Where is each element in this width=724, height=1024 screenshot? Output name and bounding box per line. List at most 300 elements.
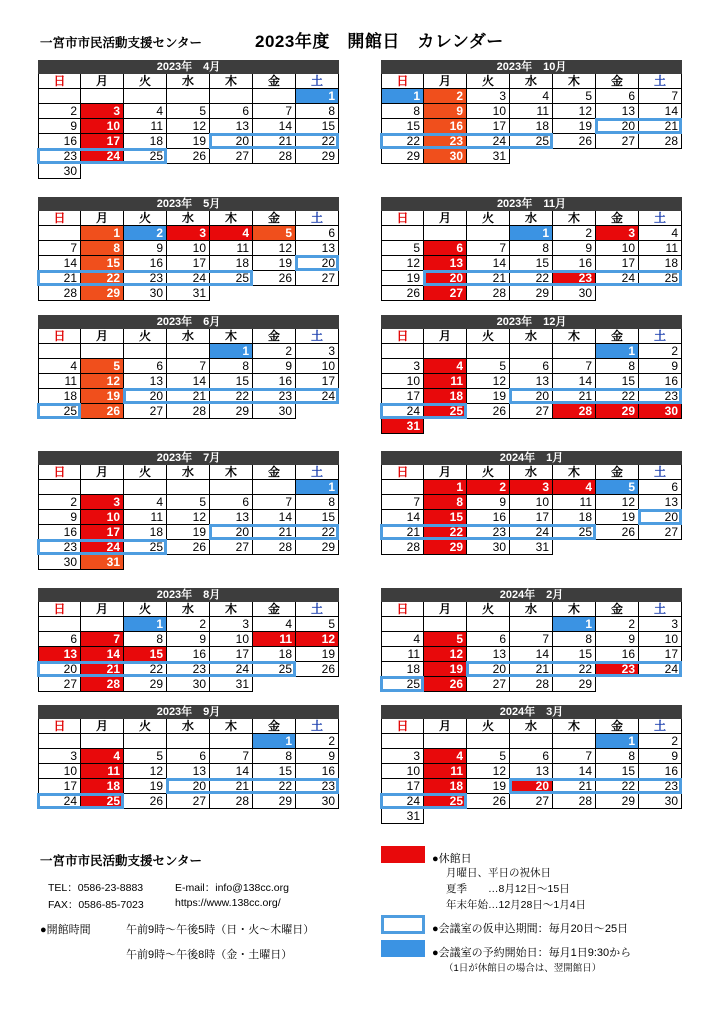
day-cell: 4 (124, 495, 167, 510)
day-cell: 3 (381, 359, 424, 374)
day-cell: 17 (296, 374, 339, 389)
month-title: 2023年 5月 (38, 197, 339, 211)
day-cell: 3 (510, 480, 553, 495)
day-cell: 3 (38, 749, 81, 764)
day-cell: 18 (424, 779, 467, 794)
closed-legend-line2: 夏季 …8月12日～15日 (446, 883, 570, 895)
temp-booking-swatch (381, 915, 425, 934)
day-cell: 24 (467, 134, 510, 149)
weekday-label: 火 (124, 602, 167, 617)
weekday-label: 土 (639, 329, 682, 344)
day-cell: 9 (296, 749, 339, 764)
day-cell: 23 (124, 271, 167, 286)
day-cell: 2 (639, 734, 682, 749)
week-row (38, 256, 339, 271)
week-row (38, 359, 339, 374)
day-cell: 28 (81, 677, 124, 692)
day-cell: 24 (167, 271, 210, 286)
day-cell: 2 (38, 495, 81, 510)
day-cell: 1 (296, 89, 339, 104)
day-cell: 29 (424, 540, 467, 555)
day-cell: 25 (639, 271, 682, 286)
day-cell: 8 (253, 749, 296, 764)
day-cell: 17 (639, 647, 682, 662)
week-row (381, 389, 682, 404)
day-cell: 7 (467, 241, 510, 256)
day-cell: 26 (167, 540, 210, 555)
weekday-label: 木 (210, 719, 253, 734)
day-cell: 8 (381, 104, 424, 119)
day-cell: 22 (253, 779, 296, 794)
month-calendar (38, 588, 339, 692)
week-row (381, 271, 682, 286)
booking-start-legend: ●会議室の予約開始日：毎月1日9:30から (432, 947, 632, 959)
weekday-label: 日 (381, 465, 424, 480)
day-cell: 31 (167, 286, 210, 301)
week-row (38, 89, 339, 104)
day-cell-empty (167, 164, 210, 179)
weekday-label: 火 (467, 329, 510, 344)
day-cell: 5 (381, 241, 424, 256)
day-cell: 17 (510, 510, 553, 525)
day-cell: 7 (553, 359, 596, 374)
day-cell: 20 (510, 389, 553, 404)
day-cell: 14 (253, 119, 296, 134)
day-cell: 18 (210, 256, 253, 271)
weekday-label: 日 (381, 719, 424, 734)
day-cell: 30 (467, 540, 510, 555)
weekday-header-row (381, 211, 682, 226)
week-row (38, 749, 339, 764)
day-cell: 9 (167, 632, 210, 647)
day-cell: 3 (596, 226, 639, 241)
day-cell-empty (467, 344, 510, 359)
url-text: https://www.138cc.org/ (175, 897, 281, 909)
day-cell: 14 (210, 764, 253, 779)
day-cell: 3 (381, 749, 424, 764)
day-cell: 3 (467, 89, 510, 104)
weekday-label: 木 (553, 329, 596, 344)
week-row (38, 779, 339, 794)
day-cell-empty (124, 480, 167, 495)
day-cell: 25 (424, 794, 467, 809)
weekday-label: 日 (38, 602, 81, 617)
day-cell: 27 (510, 794, 553, 809)
day-cell: 4 (381, 632, 424, 647)
day-cell: 11 (124, 119, 167, 134)
day-cell-empty (81, 344, 124, 359)
day-cell: 14 (381, 510, 424, 525)
day-cell-empty (296, 404, 339, 419)
week-row (38, 495, 339, 510)
week-row (38, 389, 339, 404)
day-cell: 19 (553, 119, 596, 134)
week-row (381, 149, 682, 164)
day-cell: 22 (381, 134, 424, 149)
day-cell: 6 (467, 632, 510, 647)
footer-org-name: 一宮市市民活動支援センター (40, 854, 203, 868)
weekday-label: 金 (596, 74, 639, 89)
day-cell: 26 (81, 404, 124, 419)
day-cell: 7 (38, 241, 81, 256)
weekday-label: 水 (510, 74, 553, 89)
day-cell-empty (81, 734, 124, 749)
weekday-label: 水 (510, 211, 553, 226)
day-cell-empty (639, 677, 682, 692)
day-cell-empty (424, 419, 467, 434)
day-cell: 8 (81, 241, 124, 256)
day-cell: 28 (553, 794, 596, 809)
day-cell: 31 (467, 149, 510, 164)
weekday-label: 月 (81, 602, 124, 617)
weekday-label: 日 (381, 329, 424, 344)
day-cell: 2 (553, 226, 596, 241)
day-cell: 6 (639, 480, 682, 495)
day-cell: 26 (553, 134, 596, 149)
day-cell-empty (639, 286, 682, 301)
day-cell-empty (596, 286, 639, 301)
day-cell-empty (210, 555, 253, 570)
week-row (38, 677, 339, 692)
day-cell: 12 (596, 495, 639, 510)
month-grid (38, 211, 339, 301)
day-cell-empty (510, 344, 553, 359)
day-cell: 10 (639, 632, 682, 647)
week-row (381, 374, 682, 389)
weekday-label: 火 (124, 719, 167, 734)
day-cell: 29 (553, 677, 596, 692)
day-cell: 6 (210, 104, 253, 119)
weekday-label: 金 (253, 719, 296, 734)
day-cell: 7 (381, 495, 424, 510)
day-cell: 18 (424, 389, 467, 404)
day-cell: 24 (210, 662, 253, 677)
day-cell-empty (167, 734, 210, 749)
day-cell: 23 (553, 271, 596, 286)
month-calendar (381, 197, 682, 301)
day-cell: 19 (424, 662, 467, 677)
day-cell-empty (510, 617, 553, 632)
month-grid (381, 602, 682, 692)
day-cell: 3 (167, 226, 210, 241)
day-cell: 1 (296, 480, 339, 495)
day-cell: 19 (467, 779, 510, 794)
day-cell: 27 (210, 540, 253, 555)
week-row (381, 495, 682, 510)
day-cell: 26 (296, 662, 339, 677)
day-cell: 9 (424, 104, 467, 119)
day-cell-empty (210, 480, 253, 495)
day-cell: 17 (38, 779, 81, 794)
day-cell-empty (381, 734, 424, 749)
day-cell: 23 (296, 779, 339, 794)
day-cell: 26 (253, 271, 296, 286)
day-cell: 19 (81, 389, 124, 404)
month-grid (38, 74, 339, 179)
day-cell: 31 (510, 540, 553, 555)
day-cell: 9 (253, 359, 296, 374)
month-grid (381, 74, 682, 164)
day-cell: 20 (639, 510, 682, 525)
weekday-label: 月 (424, 74, 467, 89)
weekday-label: 金 (596, 602, 639, 617)
day-cell: 5 (167, 495, 210, 510)
day-cell: 7 (510, 632, 553, 647)
day-cell: 29 (596, 794, 639, 809)
weekday-label: 水 (167, 74, 210, 89)
day-cell: 16 (124, 256, 167, 271)
day-cell: 30 (167, 677, 210, 692)
day-cell: 26 (167, 149, 210, 164)
day-cell: 14 (81, 647, 124, 662)
day-cell: 23 (167, 662, 210, 677)
page-title: 2023年度 開館日 カレンダー (255, 32, 504, 51)
day-cell: 24 (296, 389, 339, 404)
day-cell: 13 (510, 764, 553, 779)
day-cell: 19 (467, 389, 510, 404)
week-row (381, 226, 682, 241)
day-cell: 17 (381, 389, 424, 404)
hours-weekend: 午前9時～午後8時（金・土曜日） (126, 949, 293, 961)
day-cell-empty (38, 734, 81, 749)
month-calendar (38, 60, 339, 179)
month-title: 2023年 12月 (381, 315, 682, 329)
day-cell: 29 (596, 404, 639, 419)
weekday-label: 土 (639, 602, 682, 617)
day-cell: 18 (510, 119, 553, 134)
day-cell: 12 (467, 764, 510, 779)
week-row (38, 119, 339, 134)
week-row (38, 794, 339, 809)
day-cell: 22 (553, 662, 596, 677)
fax-text: FAX：0586-85-7023 (48, 899, 144, 911)
week-row (38, 510, 339, 525)
weekday-label: 火 (467, 211, 510, 226)
month-grid (38, 465, 339, 570)
month-title: 2023年 7月 (38, 451, 339, 465)
day-cell: 10 (81, 119, 124, 134)
day-cell: 1 (596, 734, 639, 749)
day-cell: 29 (210, 404, 253, 419)
day-cell: 19 (167, 525, 210, 540)
day-cell: 1 (81, 226, 124, 241)
weekday-label: 水 (510, 465, 553, 480)
day-cell: 29 (124, 677, 167, 692)
week-row (38, 540, 339, 555)
day-cell: 25 (124, 149, 167, 164)
day-cell-empty (553, 344, 596, 359)
week-row (38, 555, 339, 570)
week-row (381, 286, 682, 301)
day-cell-empty (296, 286, 339, 301)
weekday-header-row (38, 719, 339, 734)
day-cell-empty (639, 809, 682, 824)
day-cell: 2 (167, 617, 210, 632)
day-cell-empty (381, 617, 424, 632)
day-cell: 20 (510, 779, 553, 794)
day-cell: 26 (596, 525, 639, 540)
day-cell: 15 (253, 764, 296, 779)
week-row (38, 374, 339, 389)
day-cell-empty (553, 734, 596, 749)
weekday-label: 金 (596, 329, 639, 344)
day-cell: 13 (124, 374, 167, 389)
weekday-label: 日 (381, 74, 424, 89)
day-cell-empty (124, 555, 167, 570)
temp-booking-legend: ●会議室の仮申込期間：毎月20日～25日 (432, 923, 629, 935)
day-cell: 17 (167, 256, 210, 271)
day-cell: 4 (553, 480, 596, 495)
weekday-label: 金 (253, 74, 296, 89)
day-cell: 12 (167, 510, 210, 525)
day-cell-empty (424, 344, 467, 359)
month-title: 2023年 4月 (38, 60, 339, 74)
week-row (381, 510, 682, 525)
week-row (38, 134, 339, 149)
month-title: 2023年 10月 (381, 60, 682, 74)
day-cell: 22 (296, 134, 339, 149)
hours-weekday: 午前9時～午後5時（日・火～木曜日） (126, 924, 315, 936)
week-row (38, 734, 339, 749)
day-cell: 2 (38, 104, 81, 119)
month-grid (38, 329, 339, 419)
day-cell: 29 (296, 149, 339, 164)
day-cell: 19 (596, 510, 639, 525)
weekday-label: 火 (124, 211, 167, 226)
day-cell-empty (510, 734, 553, 749)
day-cell: 8 (124, 632, 167, 647)
day-cell: 20 (296, 256, 339, 271)
day-cell: 11 (81, 764, 124, 779)
day-cell: 26 (381, 286, 424, 301)
month-grid (38, 602, 339, 692)
day-cell: 28 (639, 134, 682, 149)
booking-start-swatch (381, 940, 425, 957)
month-calendar (381, 451, 682, 555)
day-cell: 17 (596, 256, 639, 271)
day-cell: 16 (639, 374, 682, 389)
day-cell: 25 (253, 662, 296, 677)
day-cell: 8 (596, 359, 639, 374)
day-cell: 31 (210, 677, 253, 692)
day-cell: 18 (38, 389, 81, 404)
weekday-label: 月 (424, 465, 467, 480)
week-row (38, 617, 339, 632)
day-cell: 30 (296, 794, 339, 809)
day-cell: 19 (167, 134, 210, 149)
day-cell-empty (167, 480, 210, 495)
day-cell: 22 (596, 779, 639, 794)
day-cell: 8 (510, 241, 553, 256)
weekday-label: 金 (596, 211, 639, 226)
day-cell: 27 (38, 677, 81, 692)
day-cell: 21 (210, 779, 253, 794)
weekday-label: 火 (467, 465, 510, 480)
weekday-label: 火 (124, 74, 167, 89)
weekday-label: 木 (210, 329, 253, 344)
day-cell-empty (424, 734, 467, 749)
weekday-label: 土 (639, 719, 682, 734)
week-row (381, 104, 682, 119)
day-cell: 24 (639, 662, 682, 677)
day-cell: 16 (253, 374, 296, 389)
day-cell: 4 (38, 359, 81, 374)
day-cell: 24 (381, 404, 424, 419)
day-cell: 10 (81, 510, 124, 525)
day-cell: 11 (124, 510, 167, 525)
day-cell: 26 (424, 677, 467, 692)
day-cell: 18 (124, 525, 167, 540)
day-cell: 24 (510, 525, 553, 540)
week-row (38, 662, 339, 677)
weekday-header-row (38, 329, 339, 344)
day-cell: 5 (467, 359, 510, 374)
day-cell: 7 (553, 749, 596, 764)
day-cell-empty (38, 480, 81, 495)
day-cell: 27 (467, 677, 510, 692)
day-cell-empty (210, 164, 253, 179)
weekday-label: 木 (553, 602, 596, 617)
week-row (381, 647, 682, 662)
weekday-label: 日 (38, 329, 81, 344)
day-cell-empty (639, 419, 682, 434)
day-cell: 31 (381, 419, 424, 434)
day-cell: 30 (38, 555, 81, 570)
day-cell: 15 (596, 374, 639, 389)
day-cell: 7 (210, 749, 253, 764)
week-row (381, 749, 682, 764)
day-cell: 1 (553, 617, 596, 632)
day-cell: 29 (296, 540, 339, 555)
day-cell: 23 (467, 525, 510, 540)
day-cell: 14 (38, 256, 81, 271)
day-cell-empty (553, 809, 596, 824)
day-cell: 24 (81, 540, 124, 555)
week-row (381, 764, 682, 779)
day-cell: 28 (381, 540, 424, 555)
day-cell: 29 (381, 149, 424, 164)
day-cell-empty (81, 164, 124, 179)
weekday-label: 土 (296, 211, 339, 226)
closed-swatch (381, 846, 425, 863)
day-cell: 4 (424, 749, 467, 764)
day-cell: 15 (296, 510, 339, 525)
day-cell-empty (124, 344, 167, 359)
day-cell: 4 (424, 359, 467, 374)
weekday-label: 月 (81, 465, 124, 480)
day-cell: 21 (253, 134, 296, 149)
day-cell-empty (167, 555, 210, 570)
day-cell: 27 (596, 134, 639, 149)
day-cell: 12 (424, 647, 467, 662)
day-cell: 22 (510, 271, 553, 286)
day-cell: 13 (210, 119, 253, 134)
week-row (381, 525, 682, 540)
day-cell: 9 (639, 359, 682, 374)
day-cell: 20 (424, 271, 467, 286)
day-cell-empty (510, 419, 553, 434)
day-cell: 22 (124, 662, 167, 677)
day-cell: 25 (553, 525, 596, 540)
day-cell: 17 (81, 134, 124, 149)
day-cell: 5 (167, 104, 210, 119)
day-cell: 1 (253, 734, 296, 749)
day-cell: 9 (639, 749, 682, 764)
day-cell: 6 (296, 226, 339, 241)
day-cell-empty (510, 809, 553, 824)
week-row (38, 525, 339, 540)
weekday-label: 金 (596, 465, 639, 480)
